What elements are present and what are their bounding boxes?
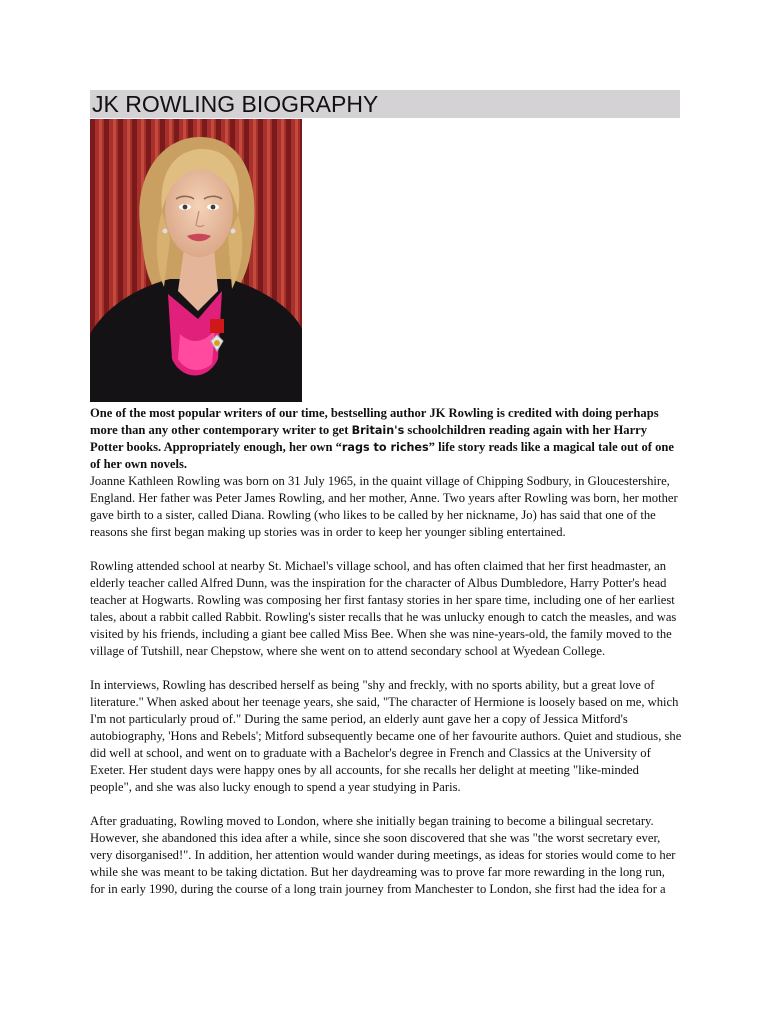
intro-text-2: schoolchildren reading again with her Harry Potter books. Appropriately enough, her own “ [90,423,648,454]
intro-rags-to-riches: rags to riches [341,441,429,454]
intro-paragraph [90,405,682,473]
author-portrait-image [90,119,302,402]
intro-britain: Britain's [351,424,405,437]
body-paragraph-2: Rowling attended school at nearby St. Michael's village school, and has often claimed that her first headmaster, an elderly teacher called Alfred Dunn, was the inspiration for the character of Albus Dumbledore, Harry Potter's head teacher at Hogwarts. Rowling was composing her first fantasy stories in her spare time, including one of her earliest tales, about a rabbit called Rabbit. Rowling's sister recalls that he was unlucky enough to catch the measles, and was visited by his friends, including a giant bee called Miss Bee. When she was nine-years-old, the family moved to the village of Tutshill, near Chepstow, where she went on to attend secondary school at Wyedean College. [90,559,677,658]
intro-text-3: ” life story reads like a magical tale out of one of her own novels. [90,440,674,471]
body-paragraph-1: Joanne Kathleen Rowling was born on 31 July 1965, in the quaint village of Chipping Sodbury, in Gloucestershire, England. Her father was Peter James Rowling, and her mother, Anne. Two years after Rowling was born, her mother gave birth to a sister, called Diana. Rowling (who likes to be called by her nickname, Jo) has said that one of the reasons she first began making up stories was in order to keep her younger sibling entertained. [90,474,678,539]
body-paragraph-4: After graduating, Rowling moved to London, where she initially began training to become a bilingual secretary. However, she abandoned this idea after a while, since she soon discovered that she was "the worst secretary ever, very disorganised!". In addition, her attention would wander during meetings, as ideas for stories would come to her while she was meant to be taking dictation. But her daydreaming was to prove far more rewarding in the long run, for in early 1990, during the course of a long train journey from Manchester to London, she first had the idea for a [90,814,676,896]
intro-text-1: One of the most popular writers of our time, bestselling author JK Rowling is credited with doing perhaps more than any other contemporary writer to get [90,406,659,437]
page-title: JK ROWLING BIOGRAPHY [90,90,680,118]
author-portrait [90,119,302,402]
body-paragraph-3: In interviews, Rowling has described herself as being "shy and freckly, with no sports ability, but a great love of literature." When asked about her teenage years, she said, "The character of Hermione is loosely based on me, which I'm not particularly proud of." During the same period, an elderly aunt gave her a copy of Jessica Mitford's autobiography, 'Hons and Rebels'; Mitford subsequently became one of her favourite authors. Quiet and studious, she did well at school, and went on to graduate with a Bachelor's degree in French and Classics at the University of Exeter. Her student days were happy ones by all accounts, for she recalls her delight at meeting "like-minded people", and she was also lucky enough to spend a year studying in Paris. [90,678,682,794]
document-page [90,90,680,898]
